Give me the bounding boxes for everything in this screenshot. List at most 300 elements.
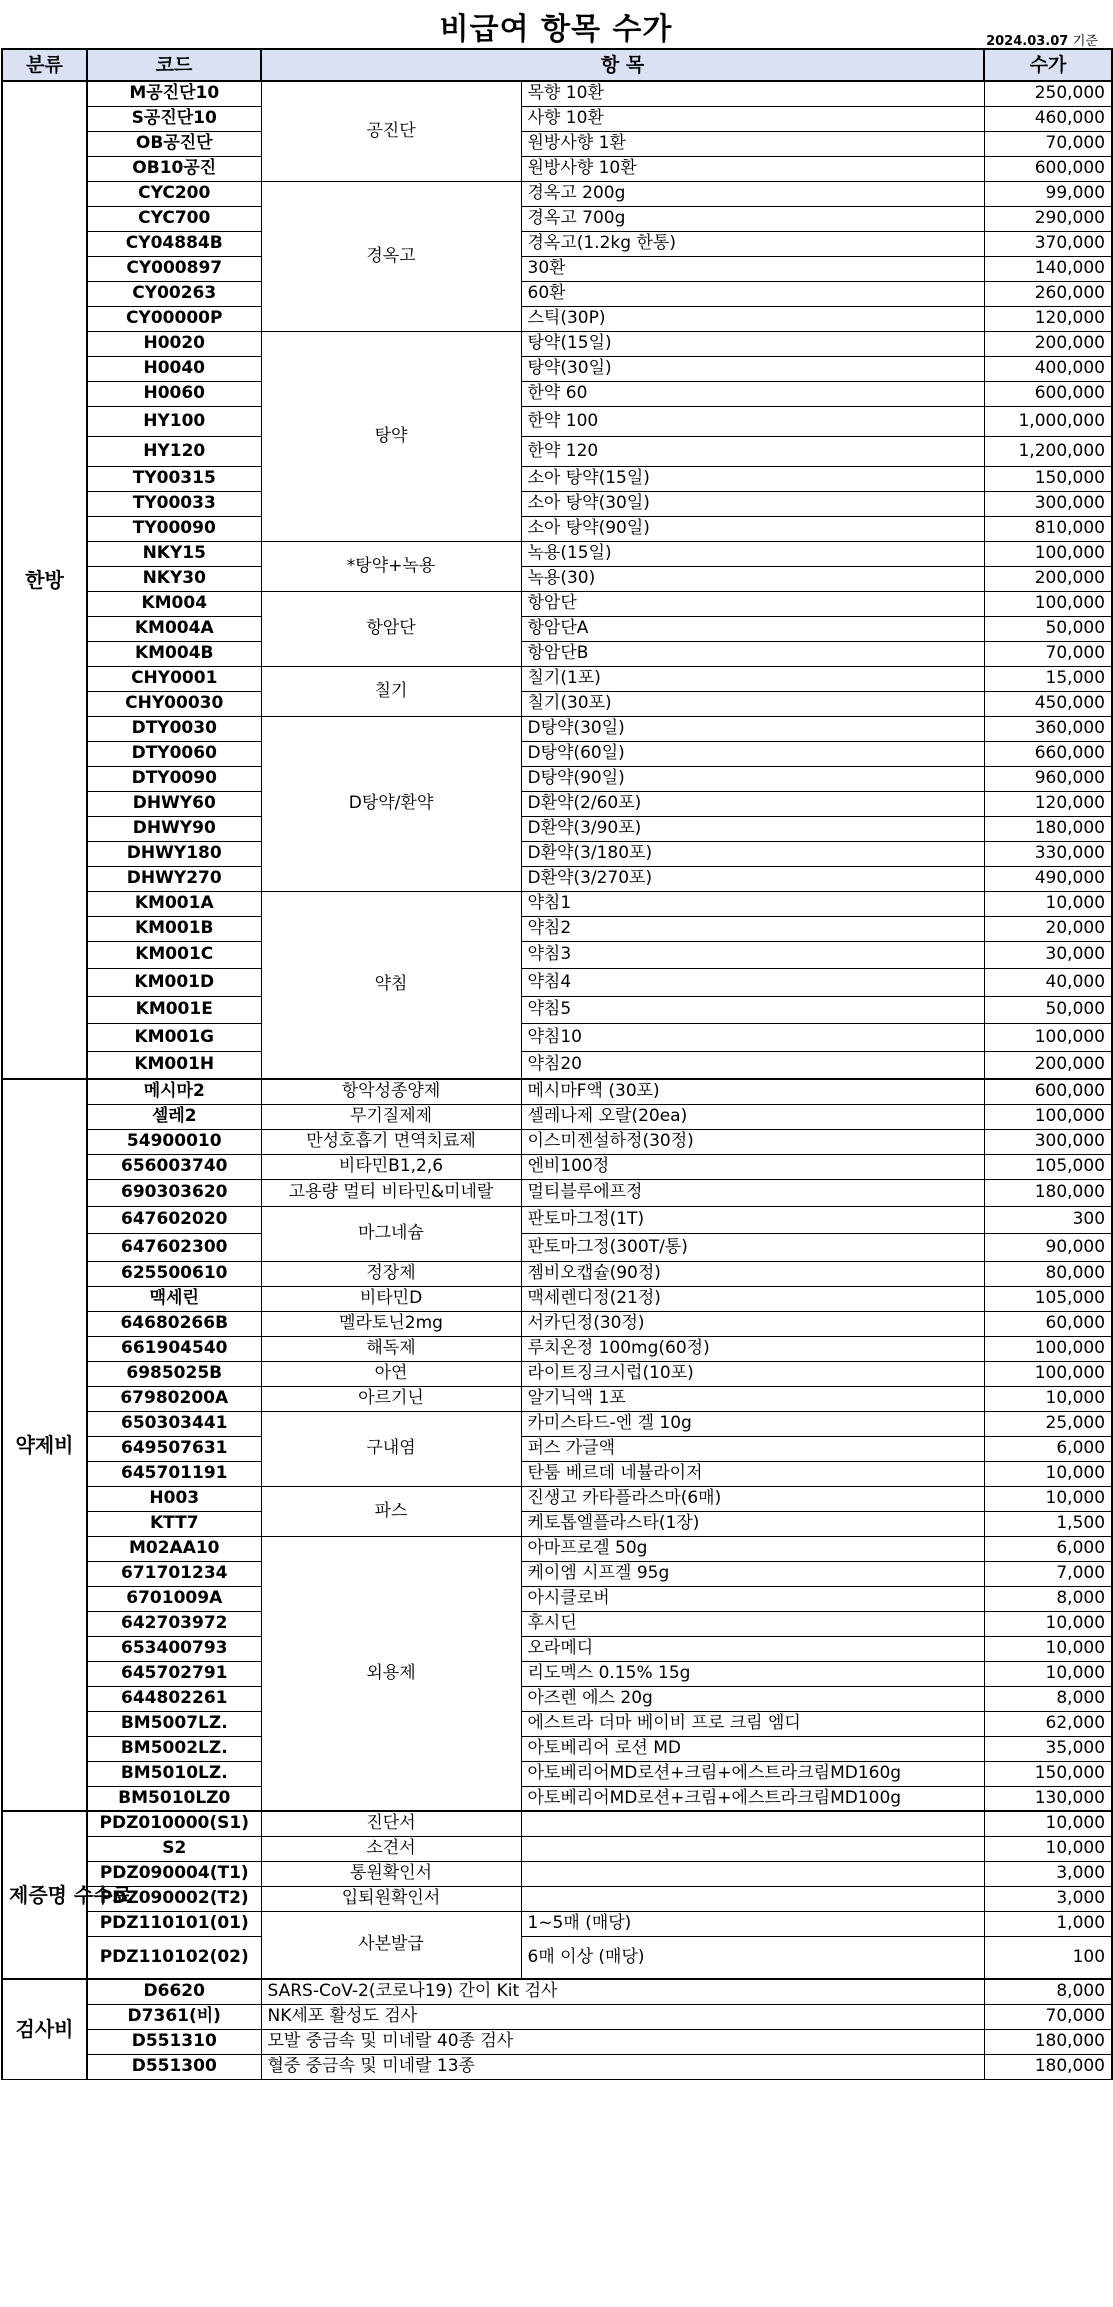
group-cell: 탕약 [261, 331, 521, 541]
item-cell: 아시클로버 [521, 1586, 984, 1611]
price-cell: 10,000 [984, 1461, 1112, 1486]
item-cell: 케토톱엘플라스타(1장) [521, 1511, 984, 1536]
table-row [2, 516, 1112, 541]
code-cell: BM5010LZ. [87, 1761, 261, 1786]
table-row [2, 1023, 1112, 1051]
code-cell: TY00315 [87, 466, 261, 491]
category-cell: 한방 [2, 81, 87, 1079]
table-row [2, 741, 1112, 766]
code-cell: HY100 [87, 406, 261, 436]
price-cell: 1,000,000 [984, 406, 1112, 436]
item-cell: 경옥고 700g [521, 206, 984, 231]
table-row [2, 381, 1112, 406]
code-cell: NKY30 [87, 566, 261, 591]
table-row [2, 1736, 1112, 1761]
item-cell: 메시마F액 (30포) [521, 1079, 984, 1104]
price-cell: 6,000 [984, 1536, 1112, 1561]
code-cell: 64680266B [87, 1311, 261, 1336]
item-cell: 셀레나제 오랄(20ea) [521, 1104, 984, 1129]
code-cell: KM001G [87, 1023, 261, 1051]
code-cell: 셀레2 [87, 1104, 261, 1129]
code-cell: DTY0090 [87, 766, 261, 791]
code-cell: PDZ090002(T2) [87, 1886, 261, 1911]
table-row [2, 231, 1112, 256]
item-cell: 탄툼 베르데 네뷸라이저 [521, 1461, 984, 1486]
code-cell: 645702791 [87, 1661, 261, 1686]
table-row [2, 1561, 1112, 1586]
code-cell: D551300 [87, 2054, 261, 2079]
code-cell: BM5010LZ0 [87, 1786, 261, 1811]
price-cell: 300,000 [984, 491, 1112, 516]
table-row [2, 1811, 1112, 1836]
price-cell: 3,000 [984, 1861, 1112, 1886]
item-cell: 아토베리어 로션 MD [521, 1736, 984, 1761]
group-cell: 파스 [261, 1486, 521, 1536]
code-cell: PDZ010000(S1) [87, 1811, 261, 1836]
item-cell: 맥세렌디정(21정) [521, 1286, 984, 1311]
group-cell: 해독제 [261, 1336, 521, 1361]
table-row [2, 1711, 1112, 1736]
item-cell: 엔비100정 [521, 1154, 984, 1179]
table-row [2, 941, 1112, 968]
table-header-row [2, 49, 1112, 81]
price-cell: 100,000 [984, 591, 1112, 616]
code-cell: OB공진단 [87, 131, 261, 156]
code-cell: 647602020 [87, 1206, 261, 1233]
group-cell: 마그네슘 [261, 1206, 521, 1261]
item-cell: 라이트징크시럽(10포) [521, 1361, 984, 1386]
code-cell: KM001B [87, 916, 261, 941]
price-cell: 140,000 [984, 256, 1112, 281]
code-cell: 650303441 [87, 1411, 261, 1436]
price-cell: 50,000 [984, 996, 1112, 1023]
code-cell: BM5007LZ. [87, 1711, 261, 1736]
header-price: 수가 [984, 49, 1112, 81]
price-cell: 40,000 [984, 968, 1112, 996]
item-cell [521, 1811, 984, 1836]
table-row [2, 1079, 1112, 1104]
group-cell: 사본발급 [261, 1911, 521, 1979]
price-table [1, 48, 1113, 2080]
table-row [2, 2054, 1112, 2079]
price-cell: 70,000 [984, 2004, 1112, 2029]
item-cell: 스틱(30P) [521, 306, 984, 331]
item-cell: 항암단B [521, 641, 984, 666]
group-cell: 멜라토닌2mg [261, 1311, 521, 1336]
item-cell: 혈중 중금속 및 미네랄 13종 [261, 2054, 984, 2079]
table-row [2, 916, 1112, 941]
code-cell: H003 [87, 1486, 261, 1511]
code-cell: PDZ090004(T1) [87, 1861, 261, 1886]
code-cell: 649507631 [87, 1436, 261, 1461]
item-cell: 경옥고(1.2kg 한통) [521, 231, 984, 256]
price-cell: 105,000 [984, 1154, 1112, 1179]
code-cell: KM001H [87, 1051, 261, 1079]
price-cell: 70,000 [984, 131, 1112, 156]
code-cell: CYC700 [87, 206, 261, 231]
price-cell: 10,000 [984, 1486, 1112, 1511]
code-cell: DHWY180 [87, 841, 261, 866]
table-row [2, 1611, 1112, 1636]
group-cell: 소견서 [261, 1836, 521, 1861]
table-row [2, 891, 1112, 916]
item-cell [521, 1861, 984, 1886]
item-cell: 아마프로겔 50g [521, 1536, 984, 1561]
code-cell: CHY0001 [87, 666, 261, 691]
date-label [986, 30, 1098, 49]
table-row [2, 1511, 1112, 1536]
table-row [2, 1436, 1112, 1461]
price-cell: 960,000 [984, 766, 1112, 791]
table-row [2, 1911, 1112, 1936]
item-cell: 젬비오캡슐(90정) [521, 1261, 984, 1286]
code-cell: KM001C [87, 941, 261, 968]
table-row [2, 1051, 1112, 1079]
category-cell: 제증명 수수료 [2, 1811, 87, 1979]
item-cell [521, 1886, 984, 1911]
code-cell: KTT7 [87, 1511, 261, 1536]
item-cell: 6매 이상 (매당) [521, 1936, 984, 1979]
table-row [2, 436, 1112, 466]
price-cell: 810,000 [984, 516, 1112, 541]
price-cell: 100,000 [984, 1023, 1112, 1051]
price-cell: 90,000 [984, 1233, 1112, 1261]
item-cell: 한약 100 [521, 406, 984, 436]
code-cell: CY00263 [87, 281, 261, 306]
item-cell: D환약(3/270포) [521, 866, 984, 891]
item-cell: 항암단A [521, 616, 984, 641]
code-cell: PDZ110101(01) [87, 1911, 261, 1936]
price-cell: 100,000 [984, 1361, 1112, 1386]
table-row [2, 1311, 1112, 1336]
table-row [2, 1361, 1112, 1386]
table-row [2, 106, 1112, 131]
table-row [2, 1336, 1112, 1361]
code-cell: 671701234 [87, 1561, 261, 1586]
price-cell: 10,000 [984, 1836, 1112, 1861]
item-cell: 탕약(30일) [521, 356, 984, 381]
item-cell: 아토베리어MD로션+크림+에스트라크림MD160g [521, 1761, 984, 1786]
price-cell: 180,000 [984, 1179, 1112, 1206]
code-cell: 6985025B [87, 1361, 261, 1386]
table-row [2, 466, 1112, 491]
price-cell: 105,000 [984, 1286, 1112, 1311]
table-row [2, 181, 1112, 206]
code-cell: CY04884B [87, 231, 261, 256]
item-cell: 후시딘 [521, 1611, 984, 1636]
code-cell: 625500610 [87, 1261, 261, 1286]
price-cell: 70,000 [984, 641, 1112, 666]
category-cell: 검사비 [2, 1979, 87, 2079]
item-cell: 약침10 [521, 1023, 984, 1051]
page-header [0, 0, 1112, 48]
table-row [2, 996, 1112, 1023]
price-cell: 8,000 [984, 1586, 1112, 1611]
price-cell: 80,000 [984, 1261, 1112, 1286]
price-cell: 400,000 [984, 356, 1112, 381]
price-cell: 1,200,000 [984, 436, 1112, 466]
table-row [2, 1286, 1112, 1311]
price-cell: 290,000 [984, 206, 1112, 231]
table-row [2, 306, 1112, 331]
table-row [2, 766, 1112, 791]
price-cell: 8,000 [984, 1979, 1112, 2004]
price-cell: 8,000 [984, 1686, 1112, 1711]
group-cell: 구내염 [261, 1411, 521, 1486]
table-row [2, 331, 1112, 356]
code-cell: CYC200 [87, 181, 261, 206]
item-cell: 약침4 [521, 968, 984, 996]
code-cell: PDZ110102(02) [87, 1936, 261, 1979]
code-cell: DHWY270 [87, 866, 261, 891]
group-cell: 무기질제제 [261, 1104, 521, 1129]
item-cell: 이스미젠설하정(30정) [521, 1129, 984, 1154]
price-cell: 25,000 [984, 1411, 1112, 1436]
price-cell: 120,000 [984, 791, 1112, 816]
price-cell: 360,000 [984, 716, 1112, 741]
table-row [2, 666, 1112, 691]
item-cell: 모발 중금속 및 미네랄 40종 검사 [261, 2029, 984, 2054]
code-cell: M공진단10 [87, 81, 261, 106]
code-cell: KM004 [87, 591, 261, 616]
price-cell: 6,000 [984, 1436, 1112, 1461]
table-row [2, 968, 1112, 996]
table-row [2, 131, 1112, 156]
code-cell: KM001E [87, 996, 261, 1023]
table-row [2, 591, 1112, 616]
code-cell: S공진단10 [87, 106, 261, 131]
price-cell: 100,000 [984, 1104, 1112, 1129]
item-cell: 서카딘정(30정) [521, 1311, 984, 1336]
item-cell: 경옥고 200g [521, 181, 984, 206]
code-cell: S2 [87, 1836, 261, 1861]
code-cell: 690303620 [87, 1179, 261, 1206]
group-cell: 약침 [261, 891, 521, 1079]
code-cell: 644802261 [87, 1686, 261, 1711]
price-cell: 62,000 [984, 1711, 1112, 1736]
item-cell: D탕약(30일) [521, 716, 984, 741]
code-cell: H0040 [87, 356, 261, 381]
item-cell: 30환 [521, 256, 984, 281]
group-cell: 경옥고 [261, 181, 521, 331]
item-cell: D환약(2/60포) [521, 791, 984, 816]
price-cell: 300 [984, 1206, 1112, 1233]
table-row [2, 1179, 1112, 1206]
item-cell: 알기닉액 1포 [521, 1386, 984, 1411]
table-row [2, 1233, 1112, 1261]
price-cell: 130,000 [984, 1786, 1112, 1811]
item-cell: 카미스타드-엔 겔 10g [521, 1411, 984, 1436]
table-row [2, 1661, 1112, 1686]
price-cell: 200,000 [984, 566, 1112, 591]
table-row [2, 1861, 1112, 1886]
price-cell: 150,000 [984, 466, 1112, 491]
item-cell: 한약 120 [521, 436, 984, 466]
code-cell: D6620 [87, 1979, 261, 2004]
table-row [2, 256, 1112, 281]
price-cell: 10,000 [984, 891, 1112, 916]
price-cell: 10,000 [984, 1386, 1112, 1411]
code-cell: DTY0060 [87, 741, 261, 766]
item-cell: 루치온정 100mg(60정) [521, 1336, 984, 1361]
item-cell: 판토마그정(300T/통) [521, 1233, 984, 1261]
header-code: 코드 [87, 49, 261, 81]
code-cell: 656003740 [87, 1154, 261, 1179]
group-cell: 비타민D [261, 1286, 521, 1311]
code-cell: DHWY60 [87, 791, 261, 816]
code-cell: H0060 [87, 381, 261, 406]
group-cell: 진단서 [261, 1811, 521, 1836]
item-cell: 약침2 [521, 916, 984, 941]
item-cell: 약침20 [521, 1051, 984, 1079]
header-item: 항 목 [261, 49, 984, 81]
table-row [2, 491, 1112, 516]
price-cell: 99,000 [984, 181, 1112, 206]
table-row [2, 816, 1112, 841]
table-row [2, 81, 1112, 106]
item-cell: 원방사향 10환 [521, 156, 984, 181]
code-cell: D7361(비) [87, 2004, 261, 2029]
price-cell: 330,000 [984, 841, 1112, 866]
price-cell: 460,000 [984, 106, 1112, 131]
item-cell: 약침5 [521, 996, 984, 1023]
item-cell: 소아 탕약(30일) [521, 491, 984, 516]
table-row [2, 1686, 1112, 1711]
code-cell: CY000897 [87, 256, 261, 281]
price-cell: 180,000 [984, 816, 1112, 841]
price-cell: 7,000 [984, 1561, 1112, 1586]
table-row [2, 616, 1112, 641]
code-cell: KM001A [87, 891, 261, 916]
group-cell: 통원확인서 [261, 1861, 521, 1886]
group-cell: 외용제 [261, 1536, 521, 1811]
code-cell: OB10공진 [87, 156, 261, 181]
group-cell: 비타민B1,2,6 [261, 1154, 521, 1179]
group-cell: 정장제 [261, 1261, 521, 1286]
item-cell: 케이엠 시프겔 95g [521, 1561, 984, 1586]
code-cell: 653400793 [87, 1636, 261, 1661]
price-cell: 15,000 [984, 666, 1112, 691]
table-row [2, 1129, 1112, 1154]
price-cell: 260,000 [984, 281, 1112, 306]
item-cell: 약침3 [521, 941, 984, 968]
header-category: 분류 [2, 49, 87, 81]
group-cell: *탕약+녹용 [261, 541, 521, 591]
table-row [2, 566, 1112, 591]
table-row [2, 1411, 1112, 1436]
table-row [2, 1979, 1112, 2004]
table-row [2, 1836, 1112, 1861]
item-cell: 아즈렌 에스 20g [521, 1686, 984, 1711]
item-cell: 멀티블루에프정 [521, 1179, 984, 1206]
code-cell: TY00033 [87, 491, 261, 516]
price-cell: 600,000 [984, 156, 1112, 181]
item-cell: 칠기(30포) [521, 691, 984, 716]
item-cell: 진생고 카타플라스마(6매) [521, 1486, 984, 1511]
item-cell: 탕약(15일) [521, 331, 984, 356]
price-cell: 100,000 [984, 541, 1112, 566]
group-cell: 아연 [261, 1361, 521, 1386]
table-row [2, 356, 1112, 381]
category-cell: 약제비 [2, 1079, 87, 1811]
table-row [2, 1461, 1112, 1486]
item-cell [521, 1836, 984, 1861]
code-cell: BM5002LZ. [87, 1736, 261, 1761]
price-cell: 20,000 [984, 916, 1112, 941]
table-row [2, 791, 1112, 816]
table-row [2, 1886, 1112, 1911]
code-cell: 647602300 [87, 1233, 261, 1261]
code-cell: 645701191 [87, 1461, 261, 1486]
page-title: 비급여 항목 수가 [439, 12, 673, 47]
item-cell: 소아 탕약(15일) [521, 466, 984, 491]
item-cell: 에스트라 더마 베이비 프로 크림 엠디 [521, 1711, 984, 1736]
price-cell: 490,000 [984, 866, 1112, 891]
item-cell: 소아 탕약(90일) [521, 516, 984, 541]
group-cell: 항악성종양제 [261, 1079, 521, 1104]
code-cell: CY00000P [87, 306, 261, 331]
price-cell: 370,000 [984, 231, 1112, 256]
group-cell: 칠기 [261, 666, 521, 716]
price-cell: 600,000 [984, 1079, 1112, 1104]
group-cell: 만성호흡기 면역치료제 [261, 1129, 521, 1154]
group-cell: 공진단 [261, 81, 521, 181]
table-row [2, 716, 1112, 741]
group-cell: 고용량 멀티 비타민&미네랄 [261, 1179, 521, 1206]
code-cell: D551310 [87, 2029, 261, 2054]
item-cell: NK세포 활성도 검사 [261, 2004, 984, 2029]
price-cell: 30,000 [984, 941, 1112, 968]
price-cell: 180,000 [984, 2029, 1112, 2054]
price-cell: 60,000 [984, 1311, 1112, 1336]
price-cell: 200,000 [984, 1051, 1112, 1079]
price-cell: 35,000 [984, 1736, 1112, 1761]
item-cell: D탕약(60일) [521, 741, 984, 766]
item-cell: 60환 [521, 281, 984, 306]
table-row [2, 866, 1112, 891]
code-cell: 맥세린 [87, 1286, 261, 1311]
table-row [2, 541, 1112, 566]
table-row [2, 691, 1112, 716]
table-row [2, 1786, 1112, 1811]
price-cell: 1,000 [984, 1911, 1112, 1936]
price-cell: 660,000 [984, 741, 1112, 766]
item-cell: 한약 60 [521, 381, 984, 406]
table-row [2, 1761, 1112, 1786]
item-cell: 사향 10환 [521, 106, 984, 131]
table-row [2, 841, 1112, 866]
code-cell: NKY15 [87, 541, 261, 566]
item-cell: 녹용(15일) [521, 541, 984, 566]
group-cell: 아르기닌 [261, 1386, 521, 1411]
item-cell: 칠기(1포) [521, 666, 984, 691]
price-cell: 150,000 [984, 1761, 1112, 1786]
item-cell: SARS-CoV-2(코로나19) 간이 Kit 검사 [261, 1979, 984, 2004]
table-row [2, 1104, 1112, 1129]
item-cell: 퍼스 가글액 [521, 1436, 984, 1461]
code-cell: DHWY90 [87, 816, 261, 841]
table-row [2, 406, 1112, 436]
price-cell: 10,000 [984, 1661, 1112, 1686]
table-row [2, 2004, 1112, 2029]
table-row [2, 1206, 1112, 1233]
price-cell: 250,000 [984, 81, 1112, 106]
code-cell: KM004B [87, 641, 261, 666]
code-cell: 54900010 [87, 1129, 261, 1154]
code-cell: HY120 [87, 436, 261, 466]
table-row [2, 156, 1112, 181]
price-cell: 120,000 [984, 306, 1112, 331]
